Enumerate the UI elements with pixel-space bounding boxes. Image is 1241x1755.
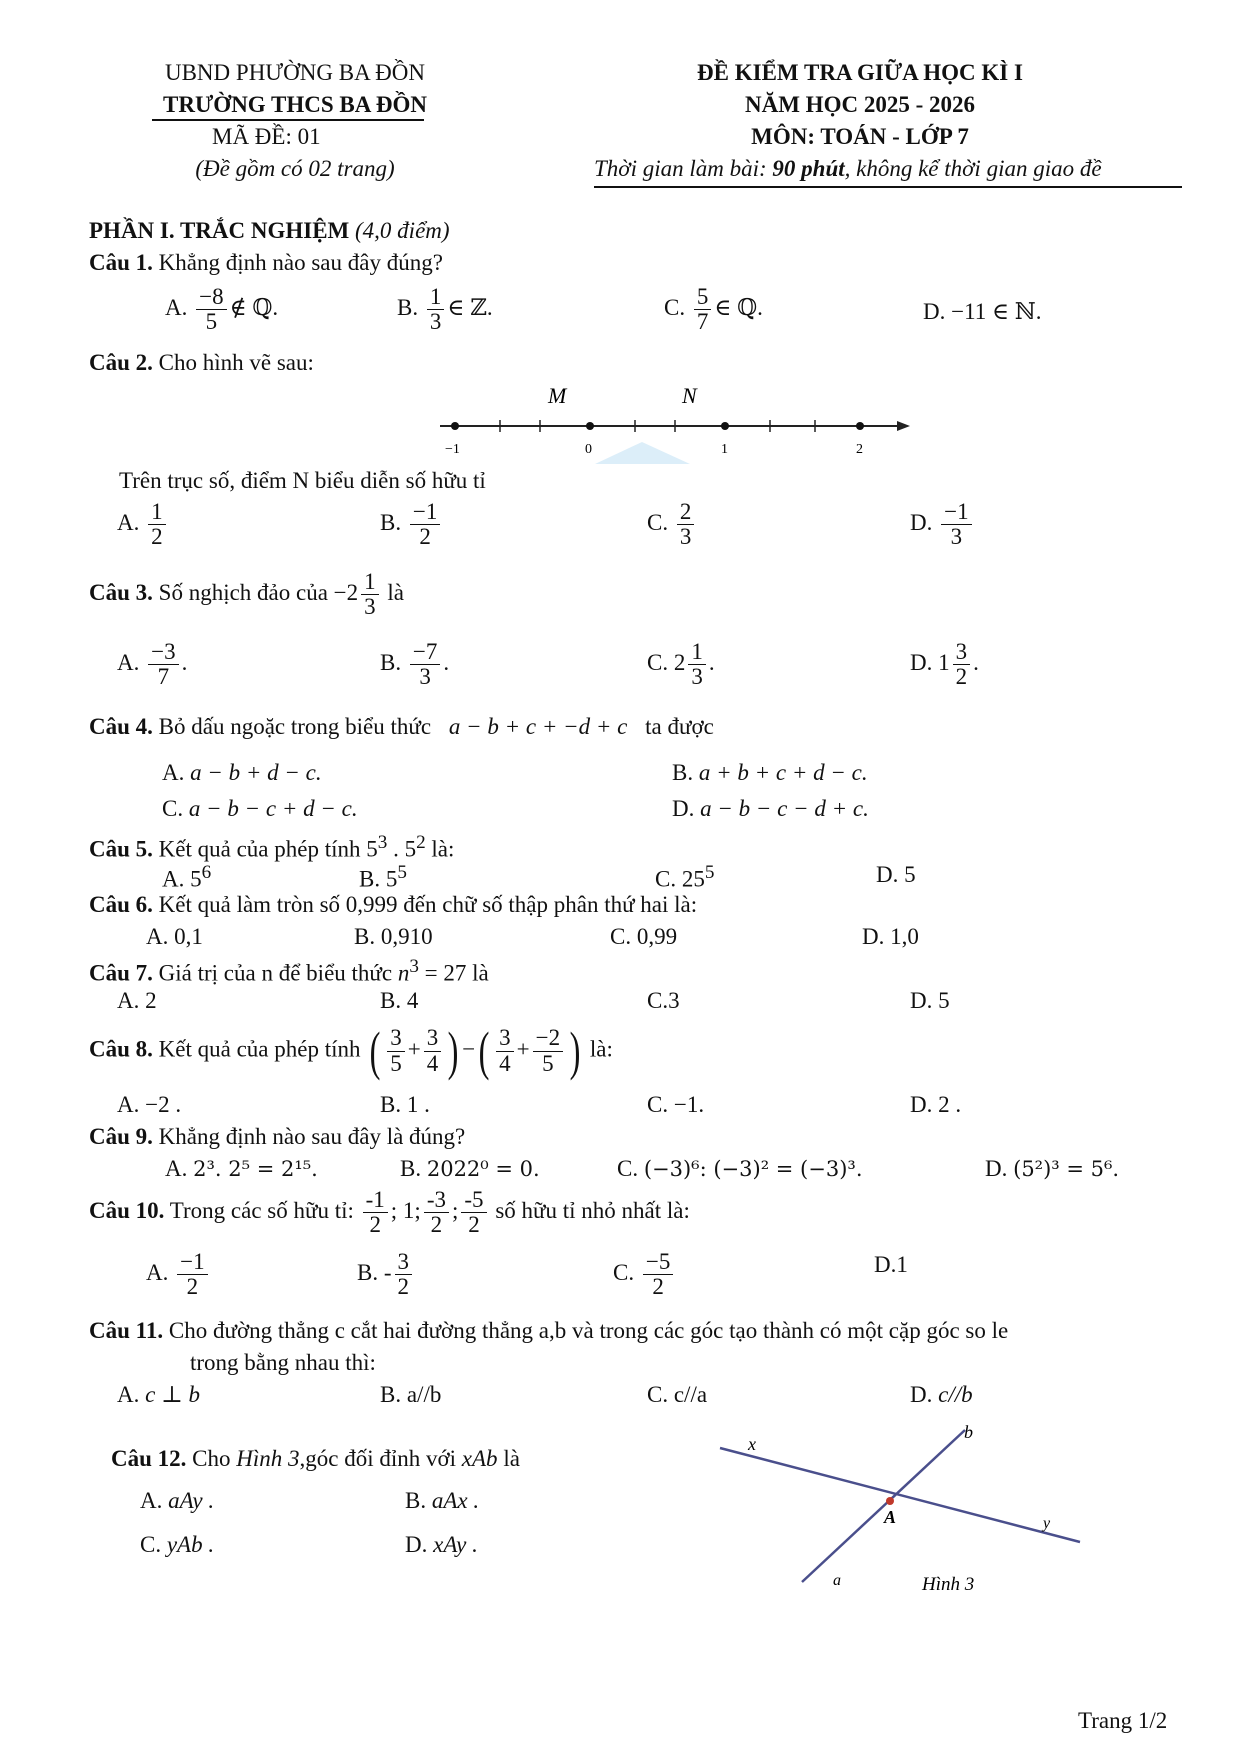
point-minus-1 (451, 422, 459, 430)
q8-option-c[interactable]: C. −1. (647, 1092, 705, 1117)
q1-option-d[interactable]: D. −11 ∈ ℕ. (923, 299, 1042, 324)
fig-label-x: x (748, 1434, 756, 1454)
school-underline (152, 119, 424, 121)
tick-label-2: 2 (856, 442, 863, 457)
time-underline (594, 186, 1182, 188)
section-title: PHẦN I. TRẮC NGHIỆM (4,0 điểm) (89, 218, 450, 243)
q5-option-d[interactable]: D. 5 (876, 862, 916, 887)
header-left-1: UBND PHƯỜNG BA ĐỒN (164, 60, 425, 85)
q9-option-c[interactable]: C. (−3)⁶: (−3)² = (−3)³. (617, 1156, 863, 1181)
q7-option-c[interactable]: C.3 (647, 988, 680, 1013)
question-12: Câu 12. Cho Hình 3,góc đối đỉnh với xAb là (111, 1446, 520, 1471)
q12-option-c[interactable]: C. yAb . (140, 1532, 215, 1557)
exam-title: ĐỀ KIỂM TRA GIỮA HỌC KÌ I (697, 60, 1023, 85)
q10-option-c[interactable]: C. $\frac{-5}{2}$ (613, 1250, 676, 1299)
subject-grade: MÔN: TOÁN - LỚP 7 (751, 124, 969, 149)
question-5: Câu 5. Kết quả của phép tính $5^3$ . $5^2$ là: (89, 832, 455, 862)
tick-label-0: 0 (585, 442, 592, 457)
fig-label-vertex: A (884, 1507, 897, 1527)
q8-option-d[interactable]: D. 2 . (910, 1092, 962, 1117)
q2-option-d[interactable]: D. $\frac{-1}{3}$ (910, 500, 975, 549)
q11-option-d[interactable]: D. c//b (910, 1382, 973, 1407)
q4-option-c[interactable]: C. a − b − c + d − c. (162, 796, 358, 821)
q11-option-a[interactable]: A. c ⊥ b (117, 1382, 200, 1407)
q1-option-b[interactable]: B. $\frac{1}{3}$ ∈ ℤ. (397, 284, 493, 335)
q3-option-b[interactable]: B. $\frac{-7}{3}$ . (380, 639, 450, 690)
question-10: Câu 10. Trong các số hữu tỉ: $\frac{-1}{2}$ ; 1; $\frac{-3}{2}$ ; $\frac{-5}{2}$ số hữu tỉ nhỏ nhất là: (89, 1187, 690, 1238)
q4-option-a[interactable]: A. a − b + d − c. (162, 760, 322, 785)
question-4: Câu 4. Bỏ dấu ngoặc trong biểu thức a − b + c + −d + c ta được (89, 714, 714, 739)
tick-label-minus-1: −1 (445, 442, 460, 457)
q11-option-b[interactable]: B. a//b (380, 1382, 442, 1407)
watermark-triangle (595, 442, 690, 464)
line-xy (720, 1448, 1080, 1542)
q1-option-a[interactable]: A. $\frac{-8}{5}$ ∉ ℚ. (165, 284, 279, 335)
q12-option-a[interactable]: A. aAy . (140, 1488, 215, 1513)
number-line-figure (420, 380, 920, 465)
fig-label-y: y (1043, 1515, 1051, 1532)
page-number: Trang 1/2 (1078, 1708, 1168, 1733)
axis-arrow (897, 421, 910, 431)
q2-option-a[interactable]: A. $\frac{1}{2}$ (117, 500, 169, 549)
q5-option-b[interactable]: B. $5^5$ (359, 862, 407, 892)
question-11-cont: trong bằng nhau thì: (190, 1350, 376, 1375)
q5-option-a[interactable]: A. $5^6$ (162, 862, 212, 892)
q10-option-d[interactable]: D.1 (874, 1252, 908, 1277)
q3-option-c[interactable]: C. 2 $\frac{1}{3}$ . (647, 639, 715, 690)
q7-option-d[interactable]: D. 5 (910, 988, 950, 1013)
q9-option-a[interactable]: A. 2³. 2⁵ = 2¹⁵. (165, 1156, 318, 1181)
q4-option-b[interactable]: B. a + b + c + d − c. (672, 760, 868, 785)
q2-option-b[interactable]: B. $\frac{-1}{2}$ (380, 500, 443, 549)
q6-option-d[interactable]: D. 1,0 (862, 924, 919, 949)
q10-option-b[interactable]: B. - $\frac{3}{2}$ (357, 1250, 415, 1299)
q8-option-a[interactable]: A. −2 . (117, 1092, 182, 1117)
question-3: Câu 3. Số nghịch đảo của −2 $\frac{1}{3}$ là (89, 569, 405, 620)
fig-label-b: b (964, 1422, 973, 1442)
question-7: Câu 7. Giá trị của n để biểu thức $n^3 = 27$ là (89, 956, 489, 986)
fig-label-a: a (833, 1572, 841, 1589)
q6-option-a[interactable]: A. 0,1 (146, 924, 203, 949)
exam-code: MÃ ĐỀ: 01 (212, 124, 321, 149)
question-9: Câu 9. Khẳng định nào sau đây là đúng? (89, 1124, 466, 1149)
page-count-note: (Đề gồm có 02 trang) (195, 156, 395, 181)
q10-option-a[interactable]: A. $\frac{-1}{2}$ (146, 1250, 211, 1299)
q2-stem: Trên trục số, điểm N biểu diễn số hữu tỉ (119, 468, 486, 493)
question-6: Câu 6. Kết quả làm tròn số 0,999 đến chữ số thập phân thứ hai là: (89, 892, 698, 917)
question-2: Câu 2. Cho hình vẽ sau: (89, 350, 314, 375)
q3-option-d[interactable]: D. 1 $\frac{3}{2}$ . (910, 639, 979, 690)
q4-option-d[interactable]: D. a − b − c − d + c. (672, 796, 869, 821)
q5-option-c[interactable]: C. $25^5$ (655, 862, 715, 892)
q7-option-a[interactable]: A. 2 (117, 988, 157, 1013)
label-n: N (682, 383, 697, 408)
q11-option-c[interactable]: C. c//a (647, 1382, 708, 1407)
q1-option-c[interactable]: C. $\frac{5}{7}$ ∈ ℚ. (664, 284, 763, 335)
fig-caption: Hình 3 (922, 1574, 975, 1595)
question-1: Câu 1. Khẳng định nào sau đây đúng? (89, 250, 443, 275)
school-year: NĂM HỌC 2025 - 2026 (745, 92, 975, 117)
q9-option-b[interactable]: B. 2022⁰ = 0. (400, 1156, 540, 1181)
question-8: Câu 8. Kết quả của phép tính ( $\frac{3}{5}$ + $\frac{3}{4}$ ) −( $\frac{3}{4}$ + $\frac{-2}{5}$ ) là: (89, 1021, 613, 1081)
q12-option-d[interactable]: D. xAy . (405, 1532, 478, 1557)
tick-label-1: 1 (721, 442, 728, 457)
point-a-vertex (886, 1497, 894, 1505)
point-1 (721, 422, 729, 430)
label-m: M (548, 383, 567, 408)
q2-option-c[interactable]: C. $\frac{2}{3}$ (647, 500, 697, 549)
point-2 (856, 422, 864, 430)
q3-option-a[interactable]: A. $\frac{-3}{7}$ . (117, 639, 188, 690)
question-11: Câu 11. Cho đường thẳng c cắt hai đường thẳng a,b và trong các góc tạo thành có một cặp góc so le (89, 1318, 1009, 1343)
q12-option-b[interactable]: B. aAx . (405, 1488, 480, 1513)
q6-option-c[interactable]: C. 0,99 (610, 924, 678, 949)
time-note: Thời gian làm bài: 90 phút, không kể thời gian giao đề (594, 156, 1102, 181)
header-left-2: TRƯỜNG THCS BA ĐỒN (163, 92, 427, 117)
figure-3-intersecting-lines (700, 1420, 1100, 1600)
q9-option-d[interactable]: D. (5²)³ = 5⁶. (985, 1156, 1120, 1181)
q8-option-b[interactable]: B. 1 . (380, 1092, 430, 1117)
q7-option-b[interactable]: B. 4 (380, 988, 419, 1013)
point-0 (586, 422, 594, 430)
q6-option-b[interactable]: B. 0,910 (354, 924, 433, 949)
